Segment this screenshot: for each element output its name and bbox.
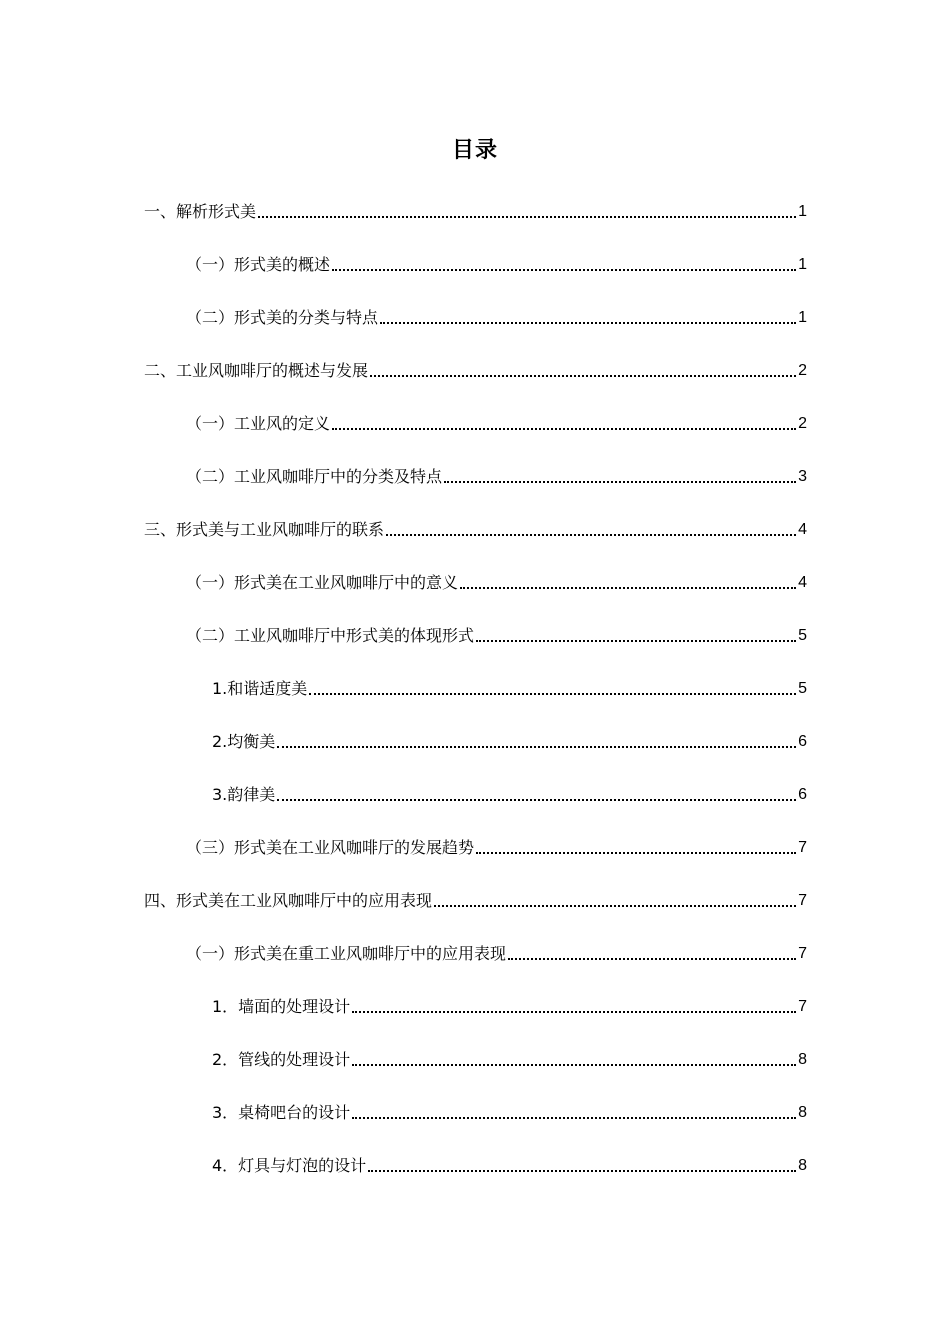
toc-page-number: 8	[798, 1104, 807, 1121]
toc-entry[interactable]	[186, 833, 807, 859]
toc-page-number: 8	[798, 1051, 807, 1068]
dot-leader	[460, 587, 796, 589]
toc-entry[interactable]	[186, 939, 807, 965]
toc-entry-text: 2．管线的处理设计	[212, 1050, 351, 1069]
dot-leader	[476, 852, 796, 854]
dot-leader	[258, 216, 796, 218]
toc-entry-text: （二）工业风咖啡厅中的分类及特点	[186, 467, 443, 486]
toc-entry[interactable]	[212, 727, 807, 753]
toc-entry[interactable]	[186, 621, 807, 647]
dot-leader	[508, 958, 796, 960]
dot-leader	[332, 269, 796, 271]
toc-page-number: 7	[798, 998, 807, 1015]
toc-entry-text: 三、形式美与工业风咖啡厅的联系	[144, 520, 385, 539]
toc-entry[interactable]	[186, 303, 807, 329]
dot-leader	[352, 1011, 796, 1013]
toc-page-number: 5	[798, 627, 807, 644]
toc-entry[interactable]	[186, 250, 807, 276]
toc-page-number: 1	[798, 256, 807, 273]
dot-leader	[352, 1117, 796, 1119]
toc-entry[interactable]	[186, 568, 807, 594]
dot-leader	[386, 534, 796, 536]
toc-entry-text: 2.均衡美	[212, 732, 276, 751]
toc-entry-text: （二）形式美的分类与特点	[186, 308, 379, 327]
toc-entry[interactable]	[144, 356, 807, 382]
dot-leader	[370, 375, 796, 377]
dot-leader	[277, 746, 796, 748]
toc-entry[interactable]	[212, 992, 807, 1018]
dot-leader	[444, 481, 796, 483]
toc-title: 目录	[451, 138, 498, 163]
dot-leader	[368, 1170, 796, 1172]
toc-page-number: 3	[798, 468, 807, 485]
dot-leader	[434, 905, 796, 907]
toc-entry-text: 1.和谐适度美	[212, 679, 308, 698]
toc-entry[interactable]	[144, 515, 807, 541]
toc-entry[interactable]	[212, 1098, 807, 1124]
toc-page-number: 1	[798, 203, 807, 220]
toc-entry-text: 一、解析形式美	[144, 202, 257, 221]
toc-page-number: 4	[798, 574, 807, 591]
toc-page-number: 7	[798, 839, 807, 856]
toc-entry[interactable]	[212, 1045, 807, 1071]
dot-leader	[309, 693, 796, 695]
toc-page-number: 2	[798, 362, 807, 379]
toc-entry-text: （三）形式美在工业风咖啡厅的发展趋势	[186, 838, 475, 857]
toc-entry[interactable]	[144, 886, 807, 912]
toc-page-number: 7	[798, 892, 807, 909]
toc-page-number: 6	[798, 786, 807, 803]
toc-entry[interactable]	[186, 409, 807, 435]
toc-entry-text: （一）形式美在工业风咖啡厅中的意义	[186, 573, 459, 592]
dot-leader	[476, 640, 796, 642]
toc-entry-text: （一）形式美在重工业风咖啡厅中的应用表现	[186, 944, 507, 963]
toc-page-number: 6	[798, 733, 807, 750]
toc-page-number: 7	[798, 945, 807, 962]
toc-page-number: 2	[798, 415, 807, 432]
toc-entry[interactable]	[186, 462, 807, 488]
toc-entry-text: 3.韵律美	[212, 785, 276, 804]
dot-leader	[352, 1064, 796, 1066]
toc-entry-text: （二）工业风咖啡厅中形式美的体现形式	[186, 626, 475, 645]
toc-entry-text: 3．桌椅吧台的设计	[212, 1103, 351, 1122]
toc-page-number: 5	[798, 680, 807, 697]
dot-leader	[332, 428, 796, 430]
toc-entry-text: 4．灯具与灯泡的设计	[212, 1156, 367, 1175]
toc-entry-text: （一）工业风的定义	[186, 414, 331, 433]
dot-leader	[380, 322, 796, 324]
toc-entry-text: 四、形式美在工业风咖啡厅中的应用表现	[144, 891, 433, 910]
toc-entry-text: （一）形式美的概述	[186, 255, 331, 274]
toc-entry[interactable]	[212, 1151, 807, 1177]
toc-page-number: 8	[798, 1157, 807, 1174]
toc-entry[interactable]	[212, 780, 807, 806]
toc-entry-text: 二、工业风咖啡厅的概述与发展	[144, 361, 369, 380]
dot-leader	[277, 799, 796, 801]
toc-entry[interactable]	[212, 674, 807, 700]
toc-page-number: 4	[798, 521, 807, 538]
toc-entry[interactable]	[144, 197, 807, 223]
toc-entry-text: 1．墙面的处理设计	[212, 997, 351, 1016]
toc-page-number: 1	[798, 309, 807, 326]
